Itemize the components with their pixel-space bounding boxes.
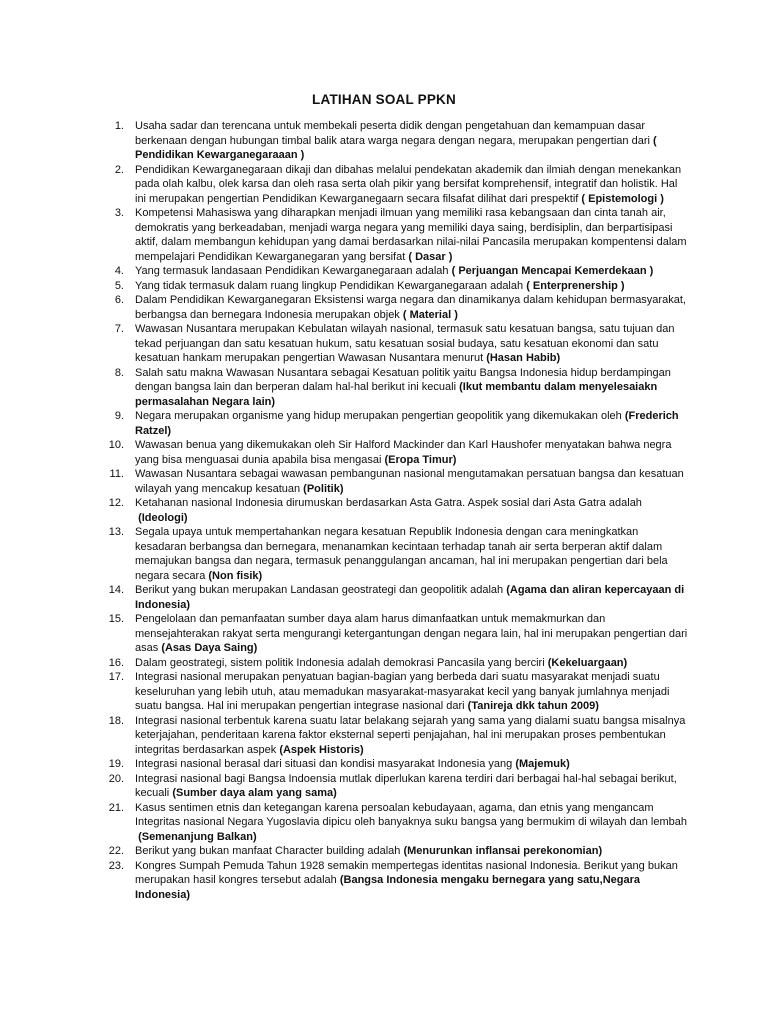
question-text: Ketahanan nasional Indonesia dirumuskan berdasarkan Asta Gatra. Aspek sosial dari Asta Gatra adalah (135, 497, 642, 509)
question-answer: (Semenanjung Balkan) (138, 830, 257, 843)
question-answer: (Hasan Habib) (486, 352, 561, 364)
question-number: 23. (108, 859, 124, 872)
question-item (98, 293, 688, 322)
question-text: Dalam geostrategi, sistem politik Indonesia adalah demokrasi Pancasila yang berciri (135, 656, 545, 669)
question-number: 16. (108, 656, 124, 669)
question-text: Pengelolaan dan pemanfaatan sumber daya alam harus dimanfaatkan untuk memakmurkan dan mensejahterakan rakyat serta mengurangi ketergantungan dengan negara lain, hal ini merupakan pengertian dari asas (135, 613, 688, 654)
question-item (98, 583, 688, 612)
question-text: Wawasan Nusantara sebagai wawasan pembangunan nasional mengutamakan persatuan bangsa dan kesatuan wilayah yang mencakup kesatuan (135, 468, 684, 495)
question-item (98, 119, 688, 163)
question-text: Berikut yang bukan merupakan Landasan geostrategi dan geopolitik adalah (135, 584, 504, 596)
question-text: Yang termasuk landasaan Pendidikan Kewarganegaraan adalah (135, 265, 449, 277)
question-number: 13. (108, 526, 124, 538)
question-text: Wawasan Nusantara merupakan Kebulatan wilayah nasional, termasuk satu kesatuan bangsa, satu tujuan dan tekad perjuangan dan satu kesatuan hukum, satu kesatuan sosial budaya, satu kesatuan ekonomi dan satu kesatuan hankam merupakan pengertian Wawasan Nusantara menurut (135, 323, 675, 364)
question-text: Segala upaya untuk mempertahankan negara kesatuan Republik Indonesia dengan cara meningkatkan kesadaran berbangsa dan bernegara, menanamkan kecintaan terhadap tanah air serta berperan aktif dalam memajukan bangsa dan negara, termasuk penanggulangan ancaman, hal ini merupakan pengertian dari bela negara secara (135, 526, 668, 582)
question-text: Kongres Sumpah Pemuda Tahun 1928 semakin mempertegas identitas nasional Indonesia. Berikut yang bukan merupakan hasil kongres tersebut adalah (135, 859, 678, 886)
question-text: Negara merupakan organisme yang hidup merupakan pengertian geopolitik yang dikemukakan oleh (135, 410, 622, 422)
question-list (98, 119, 688, 902)
question-answer: ( Enterprenership ) (526, 279, 625, 292)
question-number: 15. (108, 613, 124, 625)
question-answer: (Politik) (303, 482, 344, 495)
question-number: 14. (108, 584, 124, 596)
question-text: Integrasi nasional berasal dari situasi dan kondisi masyarakat Indonesia yang (135, 758, 513, 770)
question-text: Usaha sadar dan terencana untuk membekali peserta didik dengan pengetahuan dan kemampuan dasar berkenaan dengan hubungan timbal balik atara warga negara dengan negara, merupakan pengertian dari (135, 120, 650, 147)
question-item (98, 409, 688, 438)
question-answer: (Ideologi) (138, 511, 188, 524)
question-answer: (Non fisik) (208, 569, 263, 582)
question-answer: (Frederich Ratzel) (135, 410, 679, 437)
question-item (98, 656, 688, 671)
question-item (98, 206, 688, 264)
question-item (98, 525, 688, 583)
question-item (98, 859, 688, 903)
question-number: 4. (114, 265, 124, 277)
question-answer: ( Material ) (402, 308, 458, 321)
question-number: 22. (108, 845, 124, 857)
question-item (98, 366, 688, 410)
question-text: Berikut yang bukan manfaat Character building adalah (135, 845, 401, 857)
question-item (98, 612, 688, 656)
question-number: 7. (114, 323, 124, 335)
question-answer: (Ikut membantu dalam menyelesaiakn permasalahan Negara lain) (135, 381, 658, 408)
question-number: 3. (114, 207, 124, 219)
question-answer: (Asas Daya Saing) (161, 642, 258, 654)
question-item (98, 801, 688, 845)
question-number: 12. (108, 497, 124, 509)
question-item (98, 772, 688, 801)
question-text: Integrasi nasional merupakan penyatuan bagian-bagian yang berbeda dari suatu masyarakat menjadi suatu keseluruhan yang lebih utuh, atau memadukan masyarakat-masyarakat kecil yang banyak jumlahnya menjadi suatu bangsa. Hal ini merupakan pengertian integrase nasional dari (135, 671, 670, 712)
question-item (98, 714, 688, 758)
question-item (98, 163, 688, 207)
question-number: 11. (109, 468, 124, 480)
question-item (98, 322, 688, 366)
question-answer: (Bangsa Indonesia mengaku bernegara yang satu,Negara Indonesia) (135, 874, 641, 901)
question-text: Kasus sentimen etnis dan ketegangan karena persoalan kebudayaan, agama, dan etnis yang mengancam Integritas nasional Negara Yugoslavia dipicu oleh banyaknya suku bangsa yang bermukim di wilayah dan lembah (135, 801, 687, 828)
question-text: Integrasi nasional bagi Bangsa Indoensia mutlak diperlukan karena terdiri dari berbagai hal-hal sebagai berikut, kecuali (135, 772, 677, 799)
question-number: 8. (114, 366, 124, 379)
question-item (98, 438, 688, 467)
question-number: 10. (108, 439, 124, 451)
question-number: 2. (114, 163, 124, 176)
question-text: Pendidikan Kewarganegaraan dikaji dan dibahas melalui pendekatan akademik dan ilmiah dengan menekankan pada olah kalbu, olek karsa dan oleh rasa serta olah pikir yang bersifat komprehensif, integratif dan holistik. Hal ini merupakan pengertian Pendidikan Kewarganegaarn secara filsafat dilihat dari prespektif (135, 163, 682, 205)
document-title: LATIHAN SOAL PPKN (312, 92, 456, 107)
question-item (98, 279, 688, 294)
question-answer: ( Pendidikan Kewarganegaraaan ) (135, 134, 657, 161)
question-number: 9. (114, 410, 124, 422)
question-number: 20. (108, 772, 124, 785)
question-number: 6. (114, 294, 124, 306)
question-item (98, 264, 688, 279)
question-item (98, 496, 688, 525)
question-answer: (Tanireja dkk tahun 2009) (467, 700, 599, 712)
question-answer: (Agama dan aliran kepercayaan di Indonesia) (135, 584, 685, 611)
question-answer: ( Epistemologi ) (581, 192, 664, 205)
question-answer: (Aspek Historis) (279, 743, 364, 756)
question-number: 17. (108, 671, 124, 683)
question-text: Salah satu makna Wawasan Nusantara sebagai Kesatuan politik yaitu Bangsa Indonesia hidup berdampingan dengan bangsa lain dan berperan dalam hal-hal berikut ini kecuali (135, 366, 671, 393)
question-answer: (Menurunkan inflansai perekonomian) (403, 845, 603, 857)
question-text: Integrasi nasional terbentuk karena suatu latar belakang sejarah yang sama yang dialami suatu bangsa misalnya keterjajahan, penderitaan karena faktor eksternal seperti penjajahan, hal ini merupakan proses pembentukan integritas berdasarkan aspek (135, 714, 686, 756)
question-text: Kompetensi Mahasiswa yang diharapkan menjadi ilmuan yang memiliki rasa kebangsaan dan cinta tanah air, demokratis yang berkeadaban, menjadi warga negara yang memiliki daya saing, berdisiplin, dan berpartisipasi aktif, dalam membangun kehidupan yang damai berdasarkan nilai-nilai Pancasila merupakan kompentensi dalam mempelajari Pendidikan Kewarganegaran yang bersifat (135, 207, 687, 263)
question-answer: (Sumber daya alam yang sama) (172, 787, 337, 799)
question-answer: (Kekeluargaan) (547, 656, 628, 669)
question-number: 1. (114, 120, 124, 132)
question-text: Dalam Pendidikan Kewarganegaran Eksistensi warga negara dan dinamikanya dalam kehidupan bermasyarakat, berbangsa dan bernegara Indonesia merupakan objek (135, 294, 686, 321)
question-item (98, 670, 688, 714)
question-number: 18. (108, 714, 124, 727)
question-answer: (Majemuk) (515, 758, 570, 770)
question-answer: ( Perjuangan Mencapai Kemerdekaan ) (451, 265, 654, 277)
question-answer: ( Dasar ) (408, 250, 453, 263)
question-number: 19. (108, 758, 124, 770)
question-number: 21. (108, 801, 124, 814)
question-item (98, 757, 688, 772)
question-text: Wawasan benua yang dikemukakan oleh Sir Halford Mackinder dan Karl Haushofer menyatakan bahwa negra yang bisa menguasai dunia apabila bisa mengasai (135, 439, 672, 466)
question-answer: (Eropa Timur) (384, 453, 457, 466)
question-text: Yang tidak termasuk dalam ruang lingkup Pendidikan Kewarganegaraan adalah (135, 279, 524, 292)
question-item (98, 467, 688, 496)
question-item (98, 844, 688, 859)
question-number: 5. (114, 279, 124, 292)
